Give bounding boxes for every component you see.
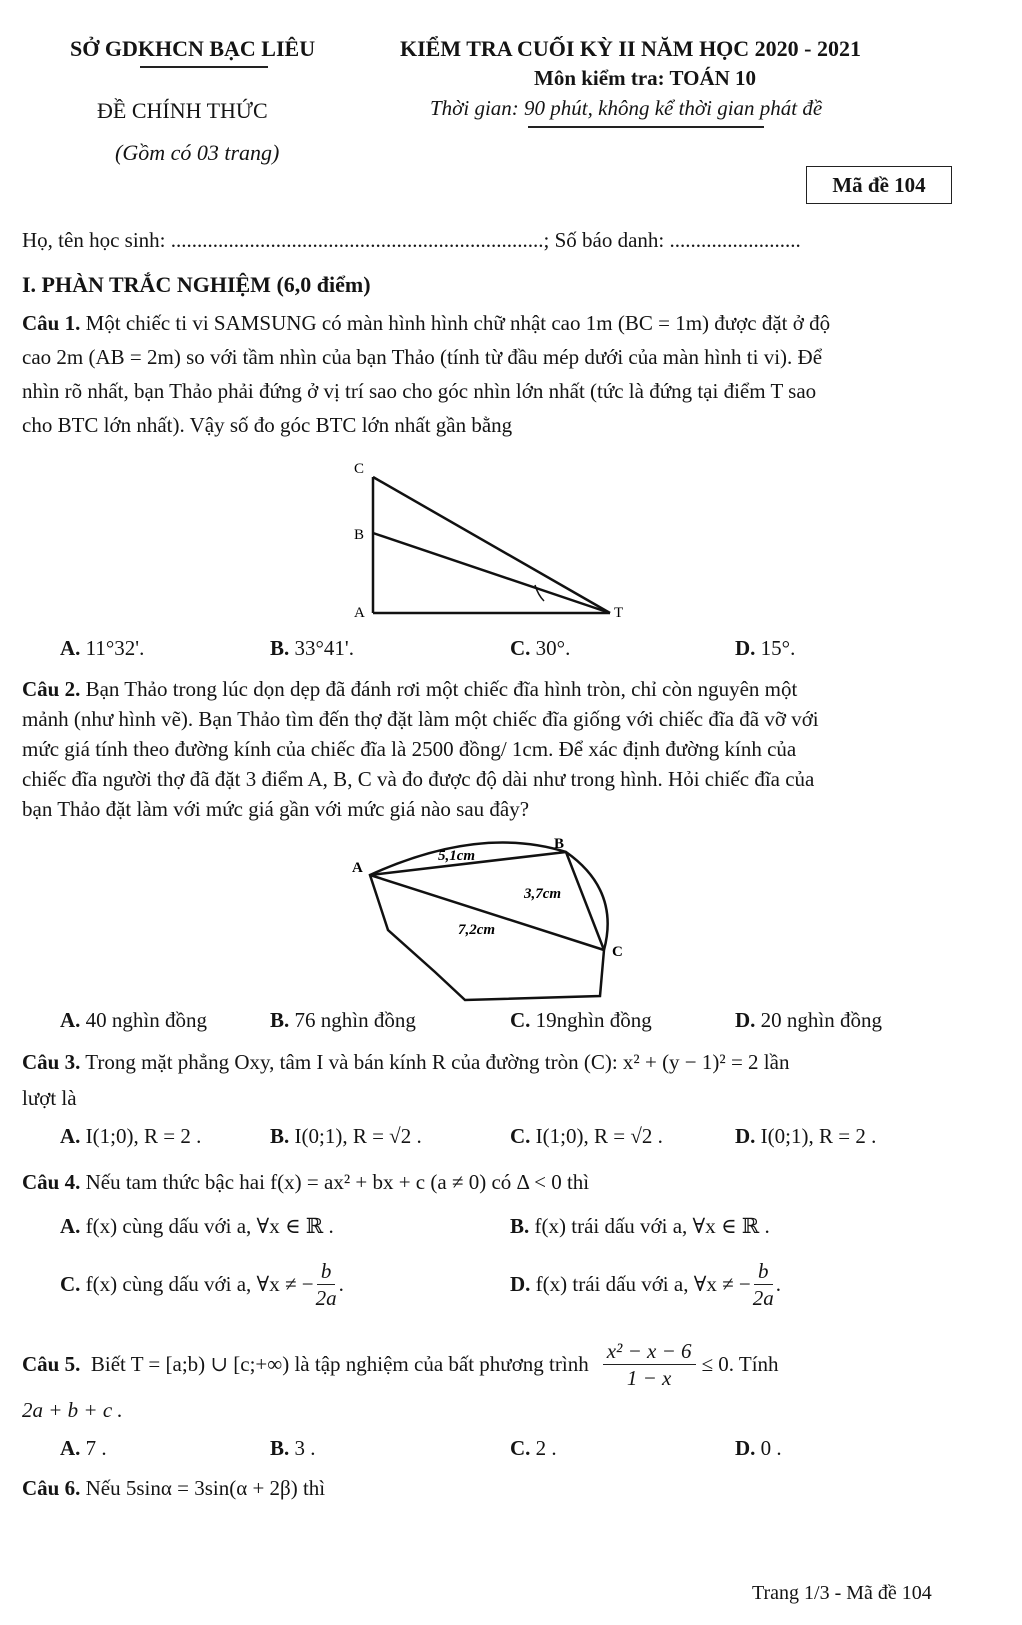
q5-label: Câu 5. (22, 1352, 81, 1376)
q4c-fraction: $\frac{b}{2a}$ (315, 1259, 337, 1310)
q1-line1: Một chiếc ti vi SAMSUNG có màn hình hình chữ nhật cao 1m (BC = 1m) được đặt ở độ (85, 311, 831, 335)
question-5 (22, 1338, 779, 1391)
question-2 (22, 674, 950, 824)
question-3 (22, 1044, 950, 1116)
q3-line2: lượt là (22, 1086, 77, 1110)
q2-line3: mức giá tính theo đường kính của chiếc đĩa là 2500 đồng/ 1cm. Để xác định đường kính của (22, 737, 797, 761)
subject: Môn kiểm tra: TOÁN 10 (534, 66, 757, 90)
fig2-len-ab: 5,1cm (438, 848, 476, 864)
q1-label: Câu 1. (22, 311, 81, 335)
q2-line4: chiếc đĩa người thợ đã đặt 3 điểm A, B, C và đo được độ dài như trong hình. Hỏi chiếc đĩa của (22, 767, 815, 791)
q5-after: ≤ 0. Tính (701, 1352, 779, 1376)
fig1-label-a: A (354, 605, 365, 621)
fig2-label-b: B (554, 836, 565, 852)
dept-underline (140, 66, 268, 68)
student-info-line: Họ, tên học sinh: .......................................................................; Số báo danh: ......................... (22, 228, 801, 252)
fig2-label-a: A (352, 860, 363, 876)
q1-option-c[interactable]: C. 30°. (510, 636, 571, 660)
q2-option-c[interactable]: C. 19nghìn đồng (510, 1008, 652, 1032)
q5-fraction: $\frac{\text{x² − x − 6}}{1 - x}$ (603, 1338, 696, 1391)
question-4 (22, 1170, 589, 1195)
q4-option-a[interactable]: A. f(x) cùng dấu với a, ∀x ∈ ℝ . (60, 1214, 334, 1238)
q2-figure (330, 830, 640, 1010)
fig1-label-c: C (354, 461, 365, 477)
q5-option-d[interactable]: D. 0 . (735, 1436, 782, 1460)
question-6 (22, 1476, 325, 1501)
q5-line1: Biết T = [a;b) ∪ [c;+∞) là tập nghiệm của bất phương trình (90, 1352, 589, 1376)
q3-option-d[interactable]: D. I(0;1), R = 2 . (735, 1124, 877, 1148)
fig2-len-bc: 3,7cm (524, 886, 562, 902)
q3-option-c[interactable]: C. I(1;0), R = √2 . (510, 1124, 663, 1148)
q2-option-d[interactable]: D. 20 nghìn đồng (735, 1008, 883, 1032)
q1-line3: nhìn rõ nhất, bạn Thảo phải đứng ở vị trí sao cho góc nhìn lớn nhất (tức là đứng tại điểm T sao (22, 379, 817, 403)
q4-line1: Nếu tam thức bậc hai f(x) = ax² + bx + c (a ≠ 0) có Δ < 0 thì (85, 1170, 590, 1194)
title-underline (528, 126, 764, 128)
q1-option-d[interactable]: D. 15°. (735, 636, 796, 660)
q1-line2: cao 2m (AB = 2m) so với tầm nhìn của bạn Thảo (tính từ đầu mép dưới của màn hình ti vi). Để (22, 345, 823, 369)
q2-line1: Bạn Thảo trong lúc dọn dẹp đã đánh rơi một chiếc đĩa hình tròn, chỉ còn nguyên một (85, 677, 798, 701)
fig2-ac (370, 875, 604, 950)
fig2-len-ac: 7,2cm (458, 922, 496, 938)
q4-option-c[interactable]: C. f(x) cùng dấu với a, ∀x ≠ − $\frac{b}{2a}$ . (60, 1259, 344, 1310)
q6-line1: Nếu 5sinα = 3sin(α + 2β) thì (85, 1476, 326, 1500)
q2-line5: bạn Thảo đặt làm với mức giá gần với mức giá nào sau đây? (22, 797, 530, 821)
q2-label: Câu 2. (22, 677, 81, 701)
q5-option-b[interactable]: B. 3 . (270, 1436, 316, 1460)
exam-title: KIỂM TRA CUỐI KỲ II NĂM HỌC 2020 - 2021 (400, 36, 862, 61)
fig2-label-c: C (612, 944, 623, 960)
question-1 (22, 306, 950, 442)
q4-option-b[interactable]: B. f(x) trái dấu với a, ∀x ∈ ℝ . (510, 1214, 770, 1238)
section-heading: I. PHÀN TRẮC NGHIỆM (6,0 điểm) (22, 272, 371, 297)
q3-option-a[interactable]: A. I(1;0), R = 2 . (60, 1124, 202, 1148)
q2-option-b[interactable]: B. 76 nghìn đồng (270, 1008, 416, 1032)
fig1-label-t: T (614, 605, 624, 621)
q5-option-a[interactable]: A. 7 . (60, 1436, 107, 1460)
page-footer: Trang 1/3 - Mã đề 104 (752, 1582, 932, 1604)
official-label: ĐỀ CHÍNH THỨC (97, 98, 268, 123)
q5-option-c[interactable]: C. 2 . (510, 1436, 557, 1460)
q2-line2: mảnh (như hình vẽ). Bạn Thảo tìm đến thợ đặt làm một chiếc đĩa giống với chiếc đĩa đã vỡ với (22, 707, 819, 731)
q4-option-d[interactable]: D. f(x) trái dấu với a, ∀x ≠ − $\frac{b}{2a}$ . (510, 1259, 782, 1310)
q4-label: Câu 4. (22, 1170, 81, 1194)
q1-figure (340, 455, 640, 630)
q5-line2: 2a + b + c . (22, 1398, 123, 1422)
exam-code-box: Mã đề 104 (806, 166, 952, 204)
q3-line1: Trong mặt phẳng Oxy, tâm I và bán kính R của đường tròn (C): x² + (y − 1)² = 2 lần (85, 1050, 790, 1074)
exam-time: Thời gian: 90 phút, không kể thời gian phát đề (430, 96, 823, 120)
q1-line4: cho BTC lớn nhất). Vậy số đo góc BTC lớn nhất gần bằng (22, 413, 513, 437)
q3-option-b[interactable]: B. I(0;1), R = √2 . (270, 1124, 422, 1148)
page-count: (Gồm có 03 trang) (115, 140, 280, 165)
q3-label: Câu 3. (22, 1050, 81, 1074)
q2-option-a[interactable]: A. 40 nghìn đồng (60, 1008, 208, 1032)
fig1-label-b: B (354, 527, 365, 543)
fig1-angle-arc (535, 585, 544, 601)
department-name: SỞ GDKHCN BẠC LIÊU (70, 36, 316, 61)
q4d-fraction: $\frac{b}{2a}$ (752, 1259, 774, 1310)
q1-option-a[interactable]: A. 11°32'. (60, 636, 145, 660)
q6-label: Câu 6. (22, 1476, 81, 1500)
q1-option-b[interactable]: B. 33°41'. (270, 636, 354, 660)
